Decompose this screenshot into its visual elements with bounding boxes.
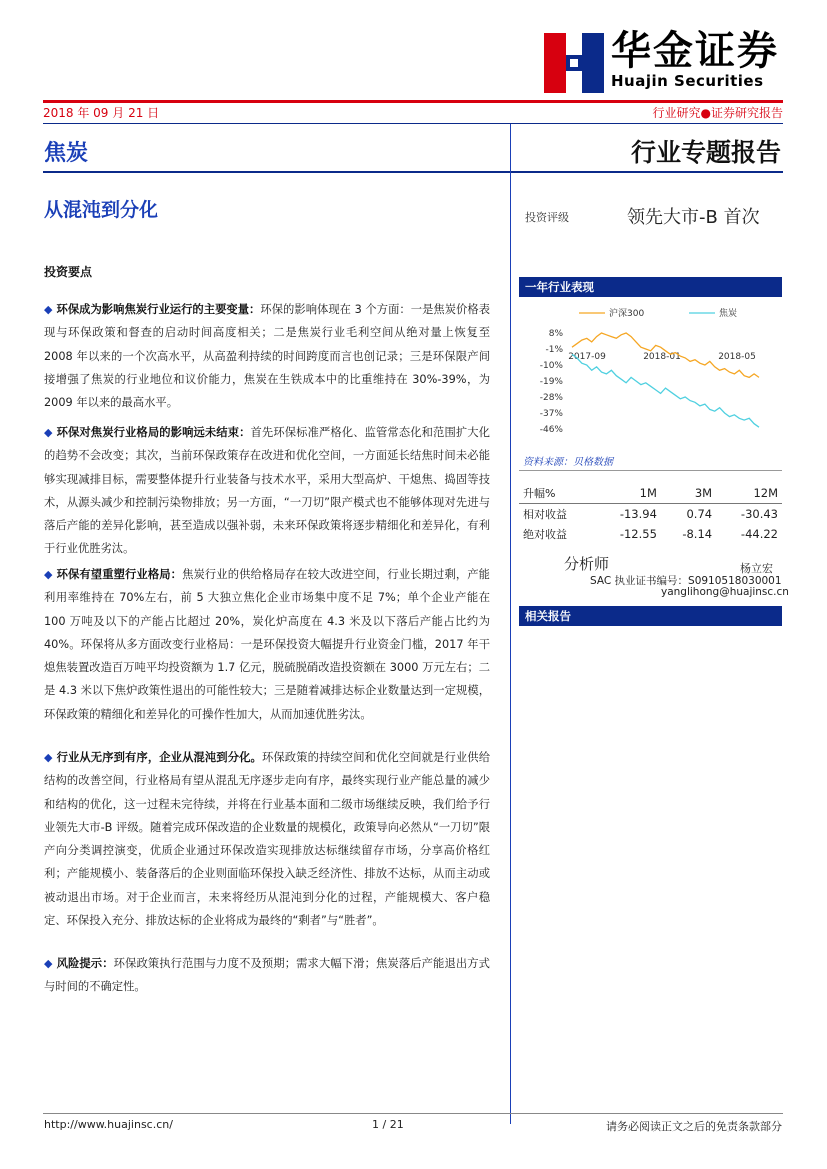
bullet-text: 环保的影响体现在 3 个方面：一是焦炭价格表现与环保政策和督查的启动时间高度相关；二是焦炭行业毛利空间从绝对量上恢复至 2008 年以来的一个次高水平，从高盈利持续的时间跨度而言也创记录；三是环保限产间接增强了焦炭的行业地位和议价能力，焦炭在生铁成本中的比重维持在 30%-39%，为 2009 年以来的最高水平。 [44, 303, 490, 410]
report-type: 行业研究●证券研究报告 [652, 106, 783, 120]
footer-rule [43, 1113, 783, 1114]
table-row [519, 504, 782, 525]
bullet-lead: 环保成为影响焦炭行业运行的主要变量： [56, 303, 261, 316]
related-reports-title: 相关报告 [519, 606, 782, 626]
header-red-rule [43, 100, 783, 103]
y-tick-label: -1% [545, 345, 563, 355]
y-tick-label: -46% [539, 425, 563, 435]
header-bottom-rule [43, 171, 783, 173]
bullet-item [44, 563, 490, 726]
source-rule [519, 470, 782, 471]
table-header-row [519, 483, 782, 504]
chart-source: 资料来源：贝格数据 [523, 457, 613, 468]
performance-line-chart [519, 305, 782, 445]
bullet-lead: 行业从无序到有序，企业从混沌到分化。 [56, 751, 262, 764]
diamond-bullet-icon: ◆ [44, 426, 53, 439]
bullet-item [44, 746, 490, 932]
table-cell: -12.55 [619, 527, 657, 541]
legend-label: 焦炭 [719, 309, 738, 319]
huajin-logo-icon [544, 33, 604, 93]
bullet-text: 首先环保标准严格化、监管常态化和范围扩大化的趋势不会改变；其次，当前环保政策存在改进和优化空间，一方面延长结焦时间未必能够实现减排目标，需要整体提升行业装备与技术水平，采用大型高炉、干熄焦、捣固等技术，从源头减少和控制污染物排放；另一方面，“一刀切”限产模式也不能够体现对先进与落后产能的差异化影响，甚至造成以强补弱，未来环保政策将逐步精细化和差异化，有利于行业优胜劣汰。 [44, 426, 490, 556]
bullet-lead: 环保有望重塑行业格局： [56, 568, 183, 581]
y-tick-label: -19% [539, 377, 563, 387]
bullet-lead: 风险提示： [56, 957, 114, 970]
rating-label: 投资评级 [525, 211, 569, 224]
bullet-text: 焦炭行业的供给格局存在较大改进空间，行业长期过剩，产能利用率维持在 70%左右，前 5 大独立焦化企业市场集中度不足 7%；单个企业产能在 100 万吨及以下的产能占比超过 20%，炭化炉高度在 4.3 米及以下落后产能占比约为 40%。环保将从多方面改变行业格局：一是环保投资大幅提升行业资金门槛，2017 年干熄焦装置改造百万吨平均投资额为 1.7 亿元，脱硫脱硝改造投资额在 3000 万元左右；二是 4.3 米以下焦炉政策性退出的可能性较大；三是随着减排达标企业数量达到一定规模，环保政策的精细化和差异化的可操作性加大，从而加速优胜劣汰。 [44, 568, 490, 721]
x-tick-label: 2018-05 [718, 352, 756, 362]
bullet-text: 环保政策执行范围与力度不及预期；需求大幅下滑；焦炭落后产能退出方式与时间的不确定性。 [44, 957, 490, 994]
column-divider [510, 124, 511, 1124]
table-cell: 绝对收益 [523, 528, 567, 541]
table-cell: -13.94 [619, 507, 657, 521]
report-date: 2018 年 09 月 21 日 [43, 106, 160, 120]
logo-name-en: Huajin Securities [611, 72, 764, 90]
y-tick-label: -28% [539, 393, 563, 403]
perf-section-title: 一年行业表现 [519, 277, 782, 297]
footer-url[interactable]: http://www.huajinsc.cn/ [44, 1118, 173, 1131]
table-cell: 相对收益 [523, 508, 567, 521]
bullet-lead: 环保对焦炭行业格局的影响远未结束： [56, 426, 251, 439]
table-row [519, 524, 782, 544]
diamond-bullet-icon: ◆ [44, 957, 53, 970]
page-title: 从混沌到分化 [44, 199, 159, 221]
section-heading: 投资要点 [44, 265, 93, 279]
table-header-cell: 3M [661, 483, 716, 504]
table-cell: 0.74 [686, 507, 713, 521]
page-number: 1 / 21 [372, 1118, 404, 1131]
rating-value: 领先大市-B 首次 [627, 207, 760, 228]
x-tick-label: 2017-09 [568, 352, 606, 362]
y-tick-label: -10% [539, 361, 563, 371]
y-tick-label: 8% [548, 329, 563, 339]
analyst-sac: SAC 执业证书编号：S0910518030001 [590, 575, 782, 587]
logo-name-cn: 华金证券 [611, 28, 779, 74]
bullet-item [44, 298, 490, 414]
legend-label: 沪深300 [609, 309, 645, 319]
bullet-text: 环保政策的持续空间和优化空间就是行业供给结构的改善空间，行业格局有望从混乱无序逐步走向有序，最终实现行业产能总量的减少和结构的优化，这一过程未完待续，并将在行业基本面和二级市场继续反映，我们给予行业领先大市-B 评级。随着完成环保改造的企业数量的规模化，政策导向必然从“一刀切”限产向分类调控演变，优质企业通过环保改造实现排放达标继续留存市场，分享高价格红利；产能规模小、装备落后的企业则面临环保投入缺乏经济性、排放不达标，从而主动或被动退出市场。对于企业而言，未来将经历从混沌到分化的过程，产能规模大、客户稳定、环保投入充分、排放达标的企业将成为最终的“剩者”与“胜者”。 [44, 751, 490, 928]
table-cell: -44.22 [740, 527, 778, 541]
diamond-bullet-icon: ◆ [44, 303, 53, 316]
bullet-item [44, 421, 490, 561]
analyst-name: 杨立宏 [740, 562, 773, 575]
table-cell: -8.14 [682, 527, 713, 541]
sector-title: 焦炭 [44, 141, 89, 166]
diamond-bullet-icon: ◆ [44, 751, 53, 764]
header-rule [43, 123, 783, 124]
y-tick-label: -37% [539, 409, 563, 419]
table-header-cell: 1M [595, 483, 661, 504]
analyst-role: 分析师 [564, 555, 610, 573]
table-header-cell: 12M [716, 483, 782, 504]
table-header-cell: 升幅% [519, 483, 595, 504]
report-kind: 行业专题报告 [630, 138, 781, 167]
x-tick-label: 2018-01 [643, 352, 681, 362]
series-line-焦炭 [572, 354, 759, 427]
performance-table [519, 483, 782, 544]
table-cell: -30.43 [740, 507, 778, 521]
bullet-item [44, 952, 490, 999]
diamond-bullet-icon: ◆ [44, 568, 53, 581]
analyst-email[interactable]: yanglihong@huajinsc.cn [661, 586, 789, 598]
footer-disclaimer: 请务必阅读正文之后的免责条款部分 [606, 1120, 782, 1133]
